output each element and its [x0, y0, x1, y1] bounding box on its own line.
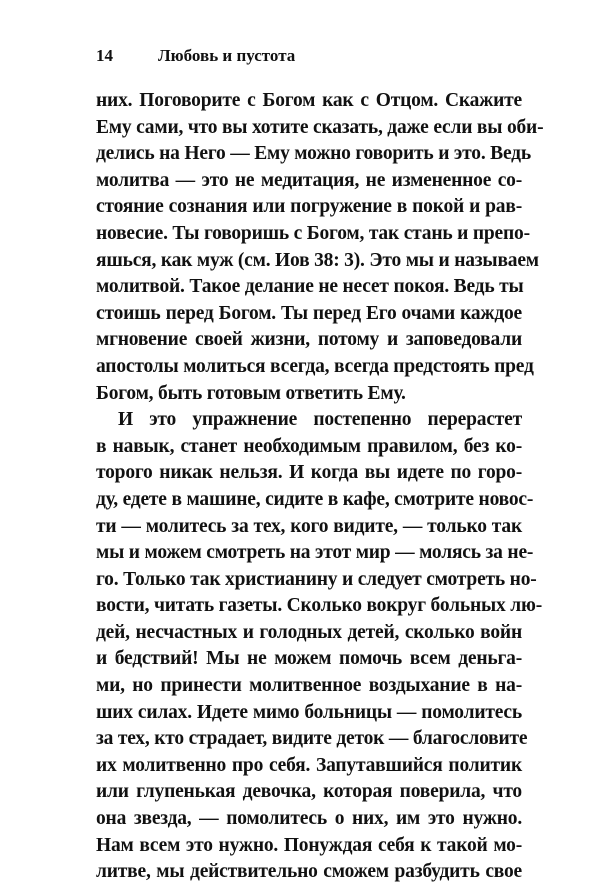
text-line: делись на Него — Ему можно говорить и это. Ведь	[96, 143, 531, 165]
text-line: дей, несчастных и голодных детей, сколько войн	[96, 621, 522, 643]
text-line: И это упражнение постепенно перерастет	[118, 409, 522, 431]
text-line: них. Поговорите с Богом как с Отцом. Скажите	[96, 90, 522, 111]
text-line: Нам всем это нужно. Понуждая себя к такой мо-	[96, 834, 522, 856]
text-line: апостолы молиться всегда, всегда предстоять пред	[96, 355, 534, 377]
text-line: яшься, как муж (см. Иов 38: 3). Это мы и называем	[96, 249, 539, 271]
text-line: за тех, кто страдает, видите деток — благословите	[96, 728, 528, 750]
text-line: ших силах. Идете мимо больницы — помолитесь	[96, 701, 522, 723]
text-line: она звезда, — помолитесь о них, им это нужно.	[96, 808, 522, 830]
text-line: Богом, быть готовым ответить Ему.	[96, 382, 406, 404]
running-head	[96, 46, 516, 68]
text-line: молитва — это не медитация, не измененное со-	[96, 169, 522, 191]
text-line: мгновение своей жизни, потому и заповедовали	[96, 329, 522, 351]
text-line: их молитвенно про себя. Запутавшийся политик	[96, 754, 522, 776]
text-line: молитвой. Такое делание не несет покоя. Ведь ты	[96, 276, 524, 298]
text-line: ми, но принести молитвенное воздыхание в на-	[96, 675, 522, 697]
text-line: вости, читать газеты. Сколько вокруг больных лю-	[96, 595, 542, 617]
text-line: ти — молитесь за тех, кого видите, — только так	[96, 515, 522, 537]
text-line: и бедствий! Мы не можем помочь всем деньга-	[96, 648, 522, 670]
text-line: в навык, станет необходимым правилом, без ко-	[96, 435, 522, 457]
running-title: Любовь и пустота	[158, 46, 296, 65]
text-line: ду, едете в машине, сидите в кафе, смотрите новос-	[96, 488, 534, 510]
text-line: торого никак нельзя. И когда вы идете по горо-	[96, 462, 522, 484]
text-line: литве, мы действительно сможем разбудить свое	[96, 861, 522, 883]
page-number: 14	[96, 46, 113, 65]
text-line: новесие. Ты говоришь с Богом, так стань и препо-	[96, 222, 530, 244]
text-line: стоишь перед Богом. Ты перед Его очами каждое	[96, 302, 522, 324]
text-line: или глупенькая девочка, которая поверила, что	[96, 781, 522, 803]
body-text	[96, 88, 544, 886]
text-line: стояние сознания или погружение в покой и рав-	[96, 196, 522, 218]
text-line: мы и можем смотреть на этот мир — молясь за не-	[96, 542, 534, 564]
text-line: Ему сами, что вы хотите сказать, даже если вы оби-	[96, 116, 544, 138]
text-line: го. Только так христианину и следует смотреть но-	[96, 568, 537, 590]
